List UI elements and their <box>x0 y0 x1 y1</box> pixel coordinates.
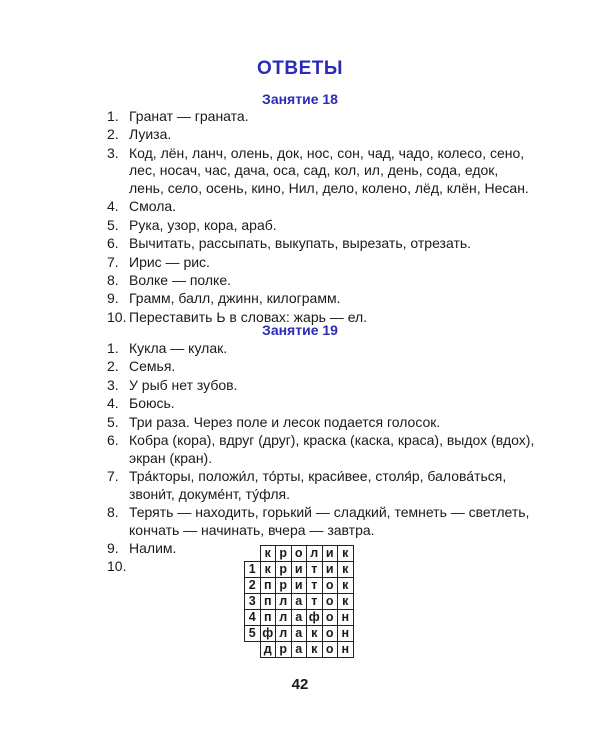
puzzle-letter-cell: л <box>307 546 323 562</box>
puzzle-row-end <box>245 642 354 658</box>
puzzle-row <box>245 578 354 594</box>
answer-number: 2. <box>107 358 119 375</box>
puzzle-blank-cell <box>245 546 261 562</box>
answer-text: Вычитать, рассыпать, выкупать, вырезать, отрезать. <box>129 235 472 252</box>
puzzle-letter-cell: и <box>291 578 307 594</box>
puzzle-letter-cell: н <box>338 610 354 626</box>
answer-item <box>107 198 537 216</box>
puzzle-letter-cell: т <box>307 578 323 594</box>
answer-number: 5. <box>107 216 119 233</box>
word-ladder-puzzle <box>244 545 354 658</box>
answer-text: Грамм, балл, джинн, килограмм. <box>129 290 341 307</box>
answer-item <box>107 340 537 358</box>
puzzle-letter-cell: о <box>322 610 338 626</box>
puzzle-letter-cell: о <box>322 594 338 610</box>
page-number: 42 <box>291 676 309 693</box>
puzzle-row-label: 2 <box>245 578 261 594</box>
answer-item <box>107 468 537 503</box>
puzzle-letter-cell: п <box>260 594 276 610</box>
page-title: ОТВЕТЫ <box>257 58 343 79</box>
puzzle-letter-cell: к <box>338 578 354 594</box>
answer-number: 9. <box>107 539 119 556</box>
puzzle-letter-cell: к <box>338 594 354 610</box>
puzzle-letter-cell: и <box>322 562 338 578</box>
answer-text: Смола. <box>129 198 177 215</box>
lesson-18-answers <box>107 108 537 327</box>
answer-number: 1. <box>107 108 119 124</box>
puzzle-letter-cell: н <box>338 626 354 642</box>
answer-text: Семья. <box>129 358 176 375</box>
answer-text: Переставить Ь в словах: жарь — ел. <box>129 308 368 325</box>
puzzle-row-start <box>245 546 354 562</box>
puzzle-letter-cell: о <box>322 578 338 594</box>
answer-text: Код, лён, ланч, олень, док, нос, сон, чад, чадо, колесо, сено, лес, носач, час, дача, оса, сад, кол, ил, день, сода, едок, лень, село, осень, кино, Нил, дело, колено, лёд, клён, Несан. <box>129 144 529 196</box>
puzzle-letter-cell: р <box>276 546 292 562</box>
puzzle-row <box>245 562 354 578</box>
answer-text: У рыб нет зубов. <box>129 376 238 393</box>
answer-number: 3. <box>107 376 119 393</box>
puzzle-letter-cell: о <box>291 546 307 562</box>
answer-number: 2. <box>107 126 119 143</box>
answer-item <box>107 395 537 413</box>
answer-item <box>107 108 537 126</box>
answer-item <box>107 126 537 144</box>
puzzle-letter-cell: т <box>307 562 323 578</box>
answer-text: Рука, узор, кора, араб. <box>129 216 277 233</box>
answer-number: 8. <box>107 271 119 288</box>
puzzle-letter-cell: к <box>307 626 323 642</box>
puzzle-row-label: 3 <box>245 594 261 610</box>
answer-number: 7. <box>107 467 119 484</box>
answer-item <box>107 358 537 376</box>
answer-text: Луиза. <box>129 126 172 143</box>
answer-item <box>107 290 537 308</box>
answer-text: Боюсь. <box>129 395 175 412</box>
lesson-18-heading: Занятие 18 <box>262 91 338 107</box>
puzzle-letter-cell: п <box>260 578 276 594</box>
answer-item <box>107 254 537 272</box>
puzzle-blank-cell <box>245 642 261 658</box>
puzzle-grid <box>244 545 354 658</box>
puzzle-row <box>245 594 354 610</box>
puzzle-letter-cell: а <box>291 594 307 610</box>
puzzle-row-label: 1 <box>245 562 261 578</box>
answer-text: Волке — полке. <box>129 271 232 288</box>
puzzle-letter-cell: и <box>322 546 338 562</box>
answer-number: 8. <box>107 503 119 520</box>
puzzle-letter-cell: р <box>276 562 292 578</box>
puzzle-letter-cell: а <box>291 610 307 626</box>
puzzle-letter-cell: о <box>322 626 338 642</box>
answer-item <box>107 414 537 432</box>
answer-number: 4. <box>107 198 119 215</box>
answer-number: 7. <box>107 253 119 270</box>
answer-number: 6. <box>107 235 119 252</box>
puzzle-letter-cell: д <box>260 642 276 658</box>
puzzle-letter-cell: к <box>307 642 323 658</box>
lesson-19-heading: Занятие 19 <box>262 322 338 338</box>
answer-text: Ирис — рис. <box>129 253 210 270</box>
answer-number: 10. <box>107 558 127 575</box>
answer-item <box>107 235 537 253</box>
answer-number: 1. <box>107 340 119 356</box>
puzzle-letter-cell: к <box>260 546 276 562</box>
puzzle-letter-cell: к <box>260 562 276 578</box>
answer-number: 3. <box>107 144 119 161</box>
answer-text: Кобра (кора), вдруг (друг), краска (каска, краса), выдох (вдох), экран (кран). <box>129 431 535 466</box>
puzzle-row <box>245 626 354 642</box>
answer-text: Три раза. Через поле и лесок подается голосок. <box>129 413 441 430</box>
puzzle-letter-cell: п <box>260 610 276 626</box>
answer-text: Кукла — кулак. <box>129 340 228 356</box>
answer-text: Гранат — граната. <box>129 108 249 124</box>
puzzle-letter-cell: л <box>276 594 292 610</box>
puzzle-row-label: 4 <box>245 610 261 626</box>
puzzle-row <box>245 610 354 626</box>
answer-text: Тра́кторы, положи́л, то́рты, краси́вее, столя́р, балова́ться, звони́т, докуме́нт, ту́фля. <box>129 467 507 502</box>
answer-item <box>107 272 537 290</box>
answer-number: 4. <box>107 395 119 412</box>
puzzle-letter-cell: р <box>276 578 292 594</box>
puzzle-letter-cell: н <box>338 642 354 658</box>
answer-item <box>107 217 537 235</box>
answer-item <box>107 145 537 198</box>
puzzle-letter-cell: т <box>307 594 323 610</box>
puzzle-letter-cell: а <box>291 642 307 658</box>
answer-item <box>107 377 537 395</box>
puzzle-letter-cell: л <box>276 626 292 642</box>
answer-number: 5. <box>107 413 119 430</box>
puzzle-letter-cell: к <box>338 546 354 562</box>
answer-item <box>107 504 537 539</box>
answer-text: Налим. <box>129 539 177 556</box>
puzzle-letter-cell: ф <box>307 610 323 626</box>
puzzle-letter-cell: р <box>276 642 292 658</box>
puzzle-letter-cell: а <box>291 626 307 642</box>
puzzle-letter-cell: л <box>276 610 292 626</box>
answer-text: Терять — находить, горький — сладкий, темнеть — светлеть, кончать — начинать, вчера — завтра. <box>129 503 530 538</box>
puzzle-letter-cell: и <box>291 562 307 578</box>
answer-number: 6. <box>107 431 119 448</box>
puzzle-row-label: 5 <box>245 626 261 642</box>
answer-item <box>107 432 537 467</box>
puzzle-letter-cell: к <box>338 562 354 578</box>
answer-number: 10. <box>107 308 127 325</box>
puzzle-letter-cell: о <box>322 642 338 658</box>
puzzle-letter-cell: ф <box>260 626 276 642</box>
lesson-19-answers <box>107 340 537 575</box>
answer-number: 9. <box>107 290 119 307</box>
